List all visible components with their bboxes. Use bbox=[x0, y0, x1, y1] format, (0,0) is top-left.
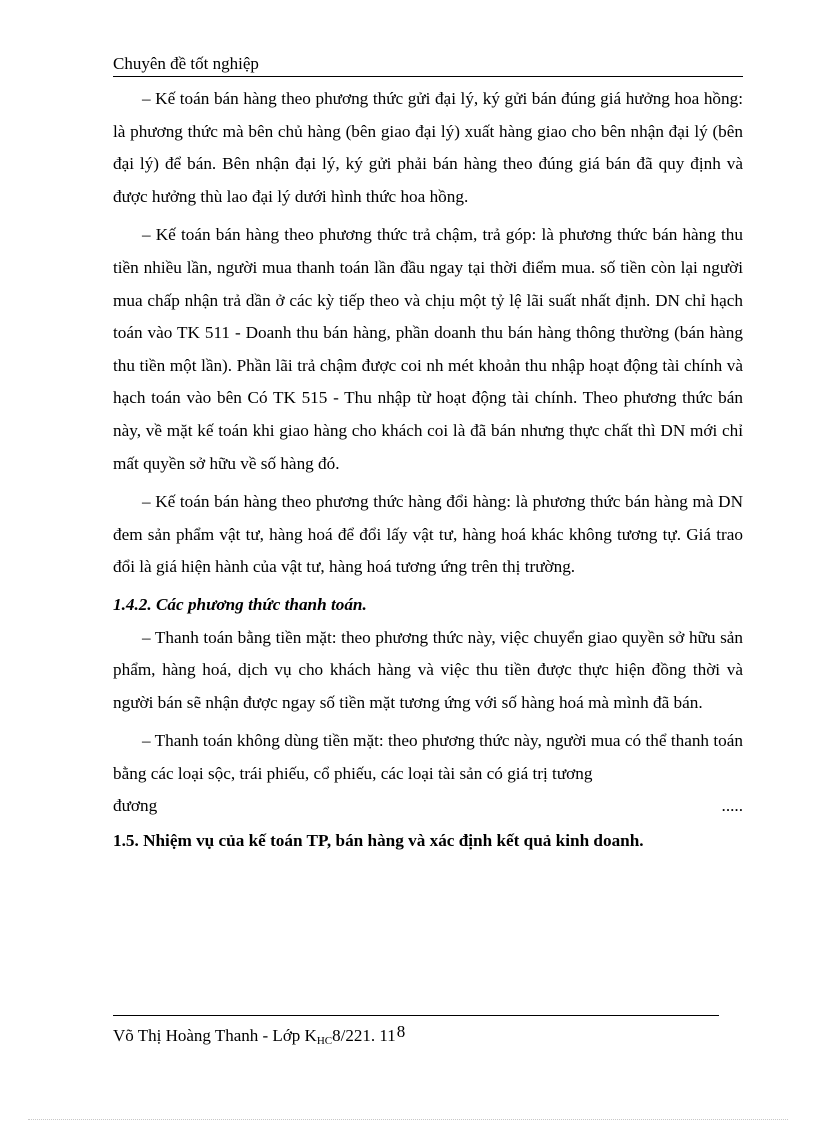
section-heading-payment-methods: 1.4.2. Các phương thức thanh toán. bbox=[113, 594, 367, 614]
footer-divider bbox=[113, 1015, 719, 1016]
paragraph-non-cash-payment: – Thanh toán không dùng tiền mặt: theo phương thức này, người mua có thể thanh toán bằng các loại sộc, trái phiếu, cổ phiếu, các loại tài sản có giá trị tương bbox=[113, 731, 743, 783]
page-bottom-edge bbox=[28, 1119, 788, 1120]
paragraph-cash-payment: – Thanh toán bằng tiền mặt: theo phương thức này, việc chuyển giao quyền sở hữu sản phẩm, hàng hoá, dịch vụ cho khách hàng và việc thu tiền được thực hiện đồng thời và người bán sẽ nhận được ngay số tiền mặt tương ứng với số hàng hoá mà mình đã bán. bbox=[113, 627, 743, 712]
paragraph-installment-sales: – Kế toán bán hàng theo phương thức trả chậm, trả góp: là phương thức bán hàng thu tiền nhiều lần, người mua thanh toán lần đầu ngay tại thời điểm mua. số tiền còn lại người mua chấp nhận trả dần ở các kỳ tiếp theo và chịu một tỷ lệ lãi suất nhất định. DN chỉ hạch toán vào TK 511 - Doanh thu bán hàng, phần doanh thu bán hàng thông thường (bán hàng thu tiền một lần). Phần lãi trả chậm được coi nh mét khoản thu nhập hoạt động tài chính và hạch toán vào bên Có TK 515 - Thu nhập từ hoạt động tài chính. Theo phương thức bán này, về mặt kế toán khi giao hàng cho khách coi là đã bán nhưng thực chất thì DN mới chỉ mất quyền sở hữu về số hàng đó. bbox=[113, 225, 743, 473]
tail-dots: ..... bbox=[721, 796, 743, 816]
footer-author: Võ Thị Hoàng Thanh - Lớp K bbox=[113, 1026, 317, 1045]
paragraph-non-cash-payment-tail bbox=[113, 790, 743, 823]
footer-class-suffix: 8/221. 11 bbox=[332, 1026, 396, 1045]
paragraph-consignment-sales: – Kế toán bán hàng theo phương thức gửi đại lý, ký gửi bán đúng giá hưởng hoa hồng: là phương thức mà bên chủ hàng (bên giao đại lý) xuất hàng giao cho bên nhận đại lý (bên đại lý) để bán. Bên nhận đại lý, ký gửi phải bán hàng theo đúng giá bán đã quy định và được hưởng thù lao đại lý dưới hình thức hoa hồng. bbox=[113, 89, 743, 206]
section-heading-accounting-duties: 1.5. Nhiệm vụ của kế toán TP, bán hàng và xác định kết quả kinh doanh. bbox=[113, 831, 644, 851]
page-footer bbox=[113, 1024, 405, 1053]
tail-word: đương bbox=[113, 796, 158, 816]
page-header bbox=[113, 53, 743, 77]
page-body bbox=[113, 83, 743, 858]
page-number: 8 bbox=[396, 1022, 406, 1041]
paragraph-barter-sales: – Kế toán bán hàng theo phương thức hàng đổi hàng: là phương thức bán hàng mà DN đem sản phẩm vật tư, hàng hoá để đổi lấy vật tư, hàng hoá khác không tương tự. Giá trao đổi là giá hiện hành của vật tư, hàng hoá tương ứng trên thị trường. bbox=[113, 492, 743, 577]
header-title: Chuyên đề tốt nghiệp bbox=[113, 54, 259, 73]
footer-class-subscript: HC bbox=[316, 1035, 333, 1047]
